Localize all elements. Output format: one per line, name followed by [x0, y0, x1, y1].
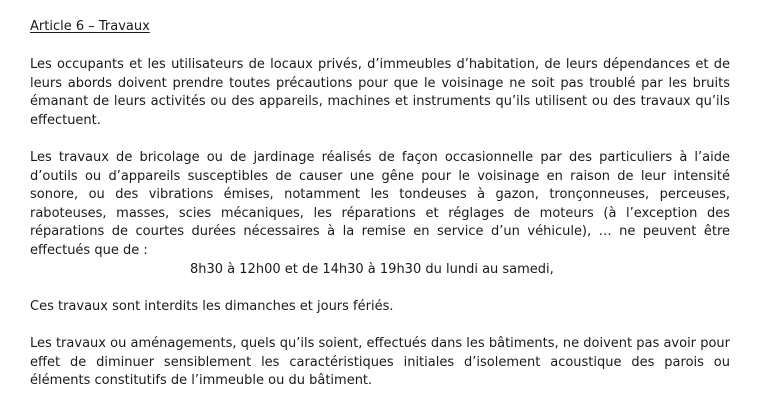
paragraph-occupants: Les occupants et les utilisateurs de locaux privés, d’immeubles d’habitation, de leurs dépendances et de leurs abords doivent prendre toutes précautions pour que le voisinage ne soit pas troublé par les bruits émanant de leurs activités ou des appareils, machines et instruments qu’ils utilisent ou des travaux qu’ils effectuent. [30, 57, 730, 128]
paragraph-sundays: Ces travaux sont interdits les dimanches et jours fériés. [30, 299, 394, 314]
allowed-hours: 8h30 à 12h00 et de 14h30 à 19h30 du lundi au samedi, [190, 262, 554, 277]
paragraph-amenagements: Les travaux ou aménagements, quels qu’ils soient, effectués dans les bâtiments, ne doivent pas avoir pour effet de diminuer sensiblement les caractéristiques initiales d’isolement acoustique des parois ou éléments constitutifs de l’immeuble ou du bâtiment. [30, 336, 730, 389]
article-heading: Article 6 – Travaux [30, 19, 150, 34]
paragraph-bricolage: Les travaux de bricolage ou de jardinage réalisés de façon occasionnelle par des particuliers à l’aide d’outils ou d’appareils susceptibles de causer une gêne pour le voisinage en raison de leur intensité sonore, ou des vibrations émises, notamment les tondeuses à gazon, tronçonneuses, perceuses, raboteuses, masses, scies mécaniques, les réparations et réglages de moteurs (à l’exception des réparations de courtes durées nécessaires à la remise en service d’un véhicule), … ne peuvent être effectués que de : [30, 150, 730, 258]
